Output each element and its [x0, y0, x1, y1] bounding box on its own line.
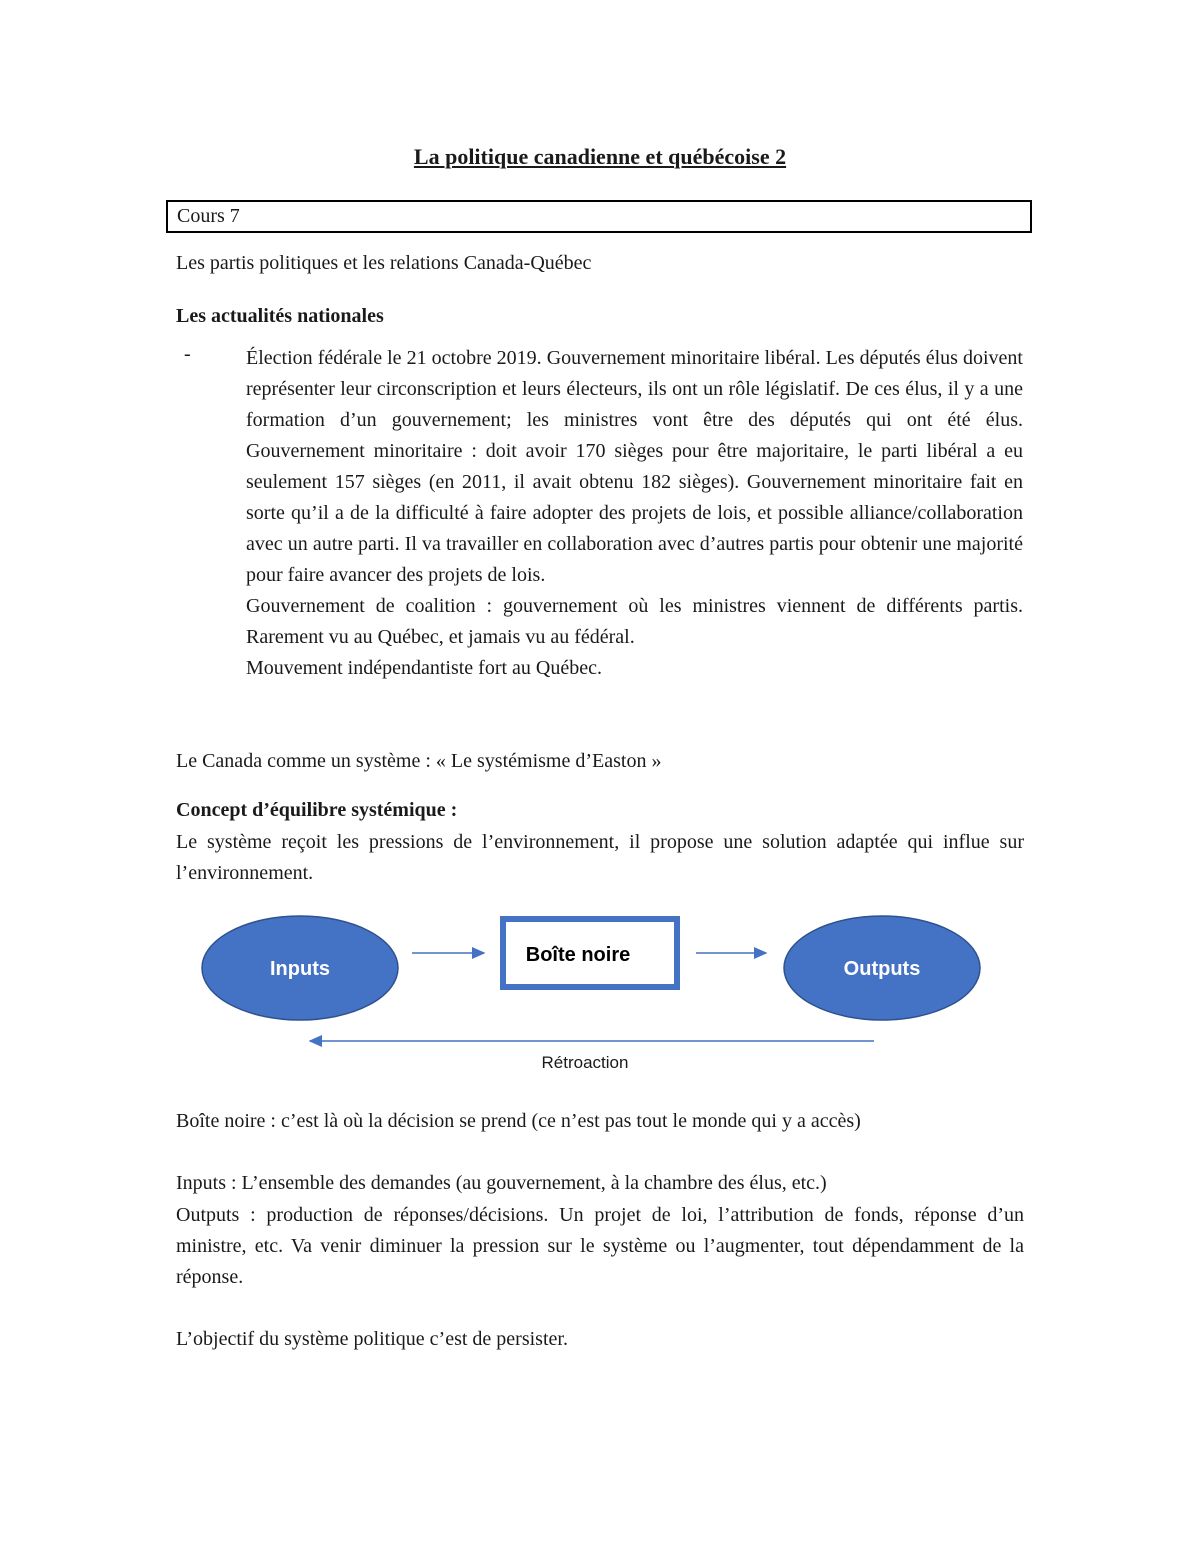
inputs-label: Inputs [270, 958, 330, 980]
course-label: Cours 7 [177, 205, 240, 227]
list-item [246, 343, 1023, 684]
outputs-label: Outputs [843, 958, 921, 980]
bullet-paragraph-1: Élection fédérale le 21 octobre 2019. Gouvernement minoritaire libéral. Les députés élus doivent représenter leur circonscription et leurs électeurs, ils ont un rôle législatif. De ces élus, il y a une formation d’un gouvernement; les ministres vont être des députés qui ont été élus. Gouvernement minoritaire : doit avoir 170 sièges pour être majoritaire, le parti libéral a eu seulement 157 sièges (en 2011, il avait obtenu 182 sièges). Gouvernement minoritaire fait en sorte qu’il a de la difficulté à faire adopter des projets de lois, et possible alliance/collaboration avec un autre parti. Il va travailler en collaboration avec d’autres partis pour obtenir une majorité pour faire avancer des projets de lois. [246, 347, 1023, 586]
concept-paragraph: Le système reçoit les pressions de l’environnement, il propose une solution adaptée qui influe sur l’environnement. [176, 831, 1024, 884]
system-line: Le Canada comme un système : « Le systémisme d’Easton » [176, 750, 662, 772]
bullet-paragraph-3: Mouvement indépendantiste fort au Québec. [246, 657, 602, 679]
course-box [166, 200, 1032, 233]
feedback-label: Rétroaction [541, 1053, 629, 1072]
bullet-paragraph-2: Gouvernement de coalition : gouvernement où les ministres viennent de différents partis. Rarement vu au Québec, et jamais vu au fédéral. [246, 595, 1023, 648]
inputs-definition: Inputs : L’ensemble des demandes (au gouvernement, à la chambre des élus, etc.) [176, 1172, 827, 1194]
outputs-paragraph: Outputs : production de réponses/décisions. Un projet de loi, l’attribution de fonds, réponse d’un ministre, etc. Va venir diminuer la pression sur le système ou l’augmenter, tout dépendamment de la réponse. [176, 1204, 1024, 1288]
outputs-definition [176, 1200, 1024, 1293]
objective: L’objectif du système politique c’est de persister. [176, 1328, 568, 1350]
subtitle: Les partis politiques et les relations Canada-Québec [176, 252, 592, 274]
section-heading: Les actualités nationales [176, 305, 384, 327]
bullet-marker: - [184, 343, 191, 365]
concept-text [176, 827, 1024, 889]
black-box-definition: Boîte noire : c’est là où la décision se prend (ce n’est pas tout le monde qui y a accès) [176, 1110, 861, 1132]
black-box-label: Boîte noire [525, 944, 631, 966]
document-title: La politique canadienne et québécoise 2 [413, 144, 787, 169]
easton-system-diagram [0, 900, 1200, 1090]
concept-heading: Concept d’équilibre systémique : [176, 799, 458, 821]
